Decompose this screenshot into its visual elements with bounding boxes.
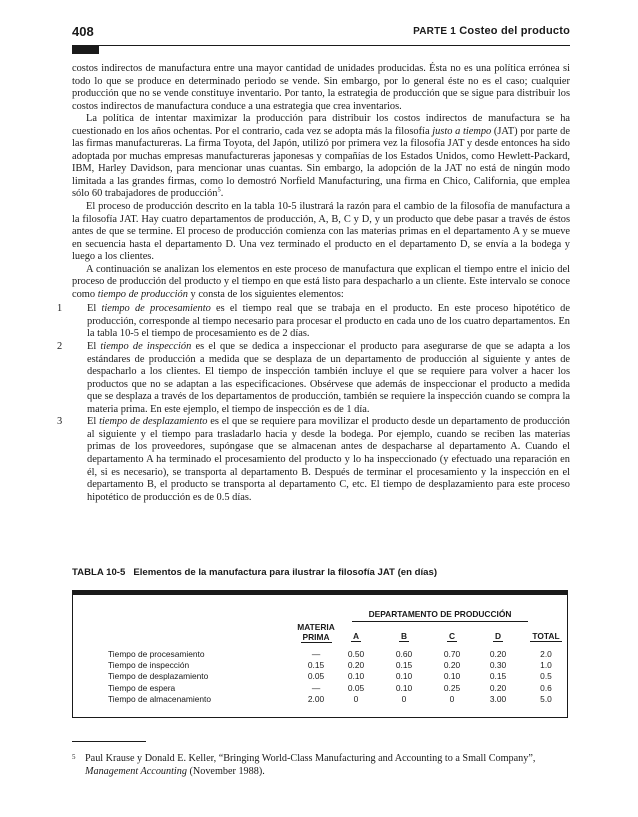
table-row bbox=[108, 660, 552, 671]
running-head bbox=[413, 25, 570, 37]
cell-b: 0.10 bbox=[395, 682, 413, 693]
list-item-term: tiempo de inspección bbox=[100, 341, 192, 353]
cell-a: 0.50 bbox=[347, 649, 365, 659]
column-header-materia-line-1: MATERIA bbox=[297, 622, 335, 632]
cell-d: 0.15 bbox=[489, 671, 507, 682]
cell-c: 0.20 bbox=[443, 660, 461, 671]
column-header-d-label: D bbox=[494, 631, 502, 641]
cell-b: 0.10 bbox=[395, 671, 413, 682]
paragraph-2 bbox=[72, 113, 570, 201]
paragraph-2-emphasis: justo a tiempo bbox=[432, 125, 492, 137]
cell-a: 0.20 bbox=[347, 660, 365, 671]
table-caption-title: Elementos de la manufactura para ilustrar la filosofía JAT (en días) bbox=[133, 567, 438, 578]
list-item-text: es el que se dedica a inspeccionar el producto para asegurarse de que se adapta a los estándares de producción a medida que se desplaza de un departamento de producción al siguiente y antes de despacharlo a los clientes. El tiempo de inspección también incluye el que se requiere para volver a hacer los productos que no se adaptan a las especificaciones. Obsérvese que además de inspeccionar el producto a medida que se desplaza a través de los departamentos de producción, también se requiere la inspección cuando se compra la materia prima. En este ejemplo, el tiempo de inspección es de 1 día. bbox=[87, 341, 570, 415]
row-label: Tiempo de inspección bbox=[108, 660, 190, 671]
row-label: Tiempo de almacenamiento bbox=[108, 693, 212, 704]
cell-d: 0.30 bbox=[489, 660, 507, 671]
cell-b: 0.15 bbox=[395, 660, 413, 671]
list-item-number: 1 bbox=[57, 303, 63, 315]
body-text bbox=[57, 63, 570, 504]
cell-a: 0 bbox=[353, 693, 359, 704]
list-item-text: es el que se requiere para movilizar el producto desde un departamento de producción al siguiente y el tiempo para trasladarlo hacia y desde la bodega. Por ejemplo, cuando se reciben las materias primas de los proveedores, supóngase que se almacenan antes de despacharse al departamento A. Cuando el departamento A ha terminado el procesamiento del producto y lo ha inspeccionado (y efectuado una reparación en él, si es necesario), se transporta al departamento B. Después de terminar el procesamiento y la inspección en el departamento B, el producto se transporta al departamento C, etc. El tiempo de desplazamiento para este proceso hipotético de producción es de 0.5 días. bbox=[87, 416, 570, 503]
list-item-number: 2 bbox=[57, 341, 63, 353]
cell-total: 2.0 bbox=[540, 649, 552, 659]
list-item-term: tiempo de procesamiento bbox=[101, 303, 211, 315]
data-table bbox=[72, 590, 568, 718]
cell-c: 0.10 bbox=[443, 671, 461, 682]
cell-total: 5.0 bbox=[540, 693, 552, 704]
paragraph-1: costos indirectos de manufactura entre una mayor cantidad de unidades producidas. Ésta no es una política errónea si todo lo que se produce en determinado periodo se vende. Sin embargo, por lo general éste no es el caso; cualquier producción que no se vende constituye inventario. Por tanto, la estrategia de producción que se sigue para distribuir los costos indirectos de manufactura conduce a una estrategia que crea inventarios. bbox=[72, 63, 570, 112]
column-header-a-label: A bbox=[352, 631, 360, 641]
cell-materia-prima: — bbox=[311, 682, 321, 693]
footnote-marker: 5 bbox=[217, 187, 221, 194]
list-item-pre: El bbox=[87, 416, 100, 428]
footnote-journal: Management Accounting bbox=[85, 765, 187, 777]
list-item-number: 3 bbox=[57, 416, 63, 428]
paragraph-2-text-c: . bbox=[220, 188, 224, 200]
paragraph-4-emphasis: tiempo de producción bbox=[97, 288, 188, 300]
list-item-pre: El bbox=[87, 303, 102, 315]
table-row bbox=[108, 682, 552, 694]
cell-materia-prima: 2.00 bbox=[307, 693, 325, 704]
column-header-c bbox=[432, 631, 472, 642]
element-list bbox=[57, 303, 570, 504]
paragraph-4-text-a: A continuación se analizan los elementos en este proceso de manufactura que explican el tiempo entre el inicio del proceso de producción del producto y el tiempo en que está listo para despacharlo a un cliente. Este intervalo se conoce como bbox=[72, 263, 570, 300]
column-header-b-label: B bbox=[400, 631, 408, 641]
cell-b: 0.60 bbox=[395, 649, 413, 659]
paragraph-4-text-b: y consta de los siguientes elementos: bbox=[187, 288, 344, 300]
list-item bbox=[57, 341, 570, 416]
chapter-title: Costeo del producto bbox=[459, 25, 570, 37]
header-rule-block bbox=[72, 45, 99, 54]
cell-d: 0.20 bbox=[489, 682, 507, 693]
table-caption-label: TABLA 10-5 bbox=[72, 567, 126, 578]
list-item-term: tiempo de desplazamiento bbox=[99, 416, 208, 428]
table-row bbox=[108, 693, 552, 705]
paragraph-3: El proceso de producción descrito en la tabla 10-5 ilustrará la razón para el cambio de la filosofía de manufactura a la filosofía JAT. Hay cuatro departamentos de producción, A, B, C y D, y un producto que debe pasar a través de éstos antes de que se termine. El proceso de producción comienza con las materias primas en el departamento A y se mueve en secuencia hasta el departamento D. Una vez terminado el producto en el departamento D, se envía a la bodega y luego a los clientes. bbox=[72, 201, 570, 263]
table-rows bbox=[108, 649, 552, 705]
row-label: Tiempo de procesamiento bbox=[108, 649, 205, 659]
cell-materia-prima: 0.05 bbox=[307, 671, 325, 682]
table-row bbox=[108, 671, 552, 682]
footnote-text-b: (November 1988). bbox=[186, 765, 265, 777]
column-header-total bbox=[520, 631, 572, 642]
cell-total: 0.6 bbox=[540, 682, 552, 693]
column-header-c-label: C bbox=[448, 631, 456, 641]
part-label: PARTE 1 bbox=[413, 26, 456, 37]
footnote-text-a: Paul Krause y Donald E. Keller, “Bringing World-Class Manufacturing and Accounting to a Small Company”, bbox=[85, 753, 536, 764]
list-item-pre: El bbox=[87, 341, 101, 353]
cell-materia-prima: 0.15 bbox=[307, 660, 325, 671]
column-header-b bbox=[384, 631, 424, 642]
footnote-number: 5 bbox=[72, 753, 76, 761]
list-item bbox=[57, 303, 570, 341]
row-label: Tiempo de desplazamiento bbox=[108, 671, 209, 682]
column-header-d bbox=[478, 631, 518, 642]
column-header-a bbox=[336, 631, 376, 642]
cell-c: 0.70 bbox=[443, 649, 461, 659]
footnote bbox=[72, 753, 570, 778]
cell-b: 0 bbox=[401, 693, 407, 704]
cell-d: 0.20 bbox=[489, 649, 507, 659]
cell-a: 0.10 bbox=[347, 671, 365, 682]
paragraph-4 bbox=[72, 264, 570, 302]
running-header bbox=[72, 22, 570, 44]
paragraph-2-text-b: (JAT) por parte de las firmas manufactureras. La firma Toyota, del Japón, utilizó por primera vez la filosofía JAT y desde entonces ha sido adoptada por muchas empresas manufactureras japonesas y compañías de los Estados Unidos, como Hewlett-Packard, IBM, Harley Davidson, para mencionar unas cuantas. Sin embargo, la adopción de la JAT no está de ningún modo limitada a las grandes firmas, como lo demostró Norfield Manufacturing, una firma en Chico, California, que emplea sólo 60 trabajadores de producción bbox=[72, 125, 570, 200]
column-header-materia-line-2: PRIMA bbox=[302, 632, 330, 642]
list-item-text: es el tiempo real que se trabaja en el producto. En este proceso hipotético de producción, corresponde al tiempo necesario para procesar el producto en cada uno de los cuatro departamentos. En la tabla 10-5 el tiempo de procesamiento es de 2 días. bbox=[87, 303, 570, 340]
cell-materia-prima: — bbox=[311, 649, 321, 659]
cell-total: 1.0 bbox=[540, 660, 552, 671]
cell-total: 0.5 bbox=[540, 671, 552, 682]
footnote-text bbox=[72, 753, 570, 778]
page-number: 408 bbox=[72, 24, 94, 39]
cell-d: 3.00 bbox=[489, 693, 507, 704]
table-top-bar bbox=[73, 591, 567, 595]
row-label: Tiempo de espera bbox=[108, 682, 176, 693]
table-caption bbox=[72, 567, 570, 578]
cell-c: 0 bbox=[449, 693, 455, 704]
list-item bbox=[57, 416, 570, 504]
footnote-rule bbox=[72, 741, 146, 742]
paragraph-2-text-a: La política de intentar maximizar la producción para distribuir los costos indirectos de manufactura se ha cuestionado en los años ochentas. Por el contrario, cada vez se adopta más la filosofía bbox=[72, 113, 570, 137]
cell-c: 0.25 bbox=[443, 682, 461, 693]
table-row bbox=[108, 649, 552, 660]
cell-a: 0.05 bbox=[347, 682, 365, 693]
header-rule bbox=[72, 45, 570, 46]
column-header-total-label: TOTAL bbox=[532, 631, 560, 641]
department-header: DEPARTAMENTO DE PRODUCCIÓN bbox=[352, 609, 528, 622]
